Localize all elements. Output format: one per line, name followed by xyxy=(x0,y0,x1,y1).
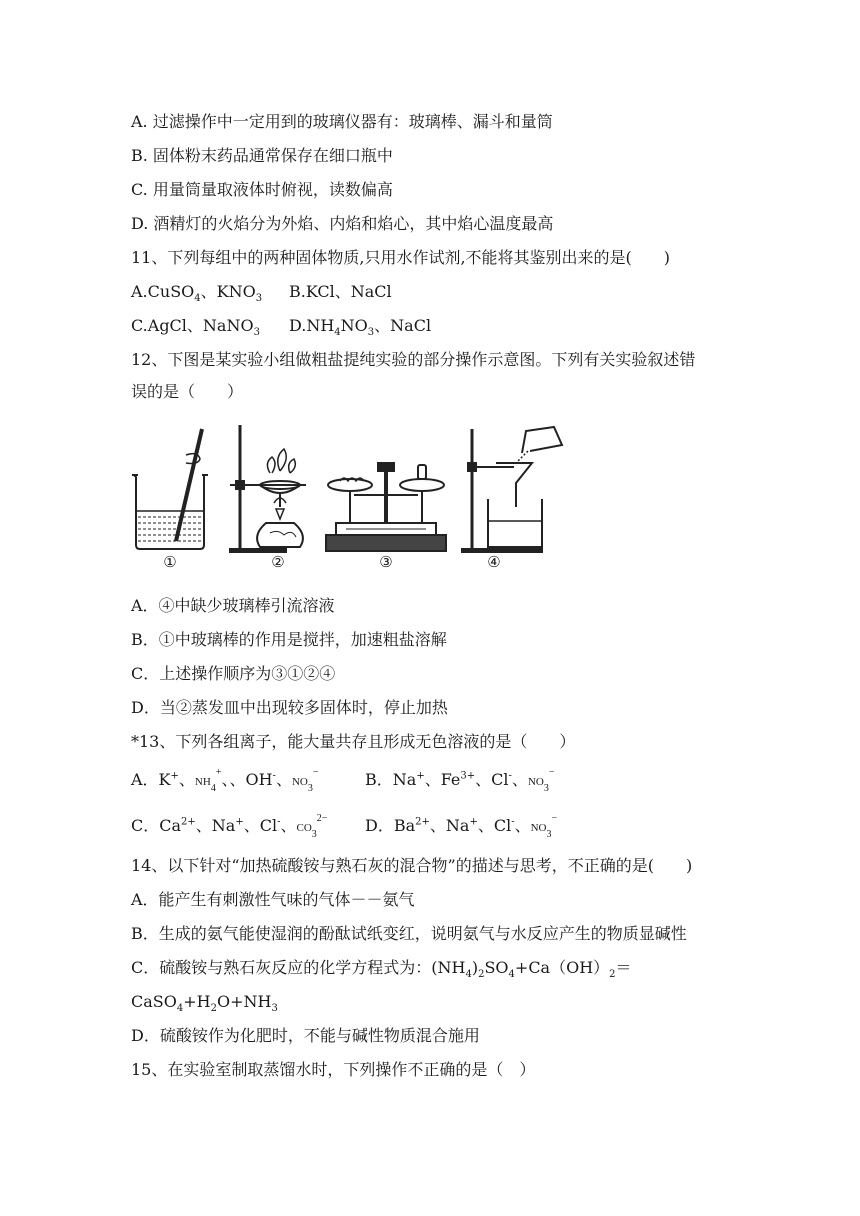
q13-option-a: A．K+、$NH_4^+$、、OH-、$NO_3^-$ xyxy=(131,767,319,795)
q14-stem: 14、以下针对“加热硫酸铵与熟石灰的混合物”的描述与思考，不正确的是( ) xyxy=(131,856,693,875)
q13-stem: *13、下列各组离子，能大量共存且形成无色溶液的是（ ） xyxy=(131,732,576,751)
apparatus-illustration xyxy=(130,423,570,553)
balance-apparatus xyxy=(326,463,446,551)
q13-options-row2 xyxy=(131,813,558,841)
q13-options-row1 xyxy=(131,767,555,795)
q13-option-b: B．Na+、$Fe^{3+}$、Cl-、$NO_3^-$ xyxy=(365,767,555,795)
q10-option-a: A. 过滤操作中一定用到的玻璃仪器有：玻璃棒、漏斗和量筒 xyxy=(131,112,553,131)
q14-option-d: D．硫酸铵作为化肥时，不能与碱性物质混合施用 xyxy=(131,1026,480,1045)
carbonate-ion: $CO_3^{2-}$ xyxy=(296,813,328,841)
figure-label-3: ③ xyxy=(379,553,393,571)
q10-option-d: D. 酒精灯的火焰分为外焰、内焰和焰心，其中焰心温度最高 xyxy=(131,214,554,233)
q12-option-a: A．④中缺少玻璃棒引流溶液 xyxy=(131,596,335,615)
q11-options-row2 xyxy=(131,316,432,339)
q10-option-c: C. 用量筒量取液体时俯视，读数偏高 xyxy=(131,180,393,199)
nitrate-ion: $NO_3^-$ xyxy=(291,767,319,795)
q12-option-b: B．①中玻璃棒的作用是搅拌，加速粗盐溶解 xyxy=(131,630,447,649)
q12-option-d: D．当②蒸发皿中出现较多固体时，停止加热 xyxy=(131,698,448,717)
ammonium-ion: $NH_4^+$ xyxy=(194,767,222,795)
q13-option-d: D．$Ba^{2+}$、Na+、Cl-、$NO_3^-$ xyxy=(365,813,558,841)
q11-option-d: $D.NH_4NO_3$、NaCl xyxy=(289,316,432,339)
q11-option-b: B.KCl、NaCl xyxy=(289,282,392,301)
evaporation-apparatus xyxy=(230,425,306,553)
q13-option-c: C．$Ca^{2+}$、Na+、Cl-、$CO_3^{2-}$ xyxy=(131,813,328,841)
q11-stem: 11、下列每组中的两种固体物质,只用水作试剂,不能将其鉴别出来的是( ) xyxy=(131,248,671,267)
figure-label-1: ① xyxy=(163,553,177,571)
nitrate-ion: $NO_3^-$ xyxy=(527,767,555,795)
q10-option-b: B. 固体粉末药品通常保存在细口瓶中 xyxy=(131,146,393,165)
q11-option-a: A.CuSO$_4$、$KNO_3$ xyxy=(131,282,263,305)
q12-option-c: C．上述操作顺序为③①②④ xyxy=(131,664,336,683)
filtration-apparatus xyxy=(462,427,562,553)
q14-option-c-line1: C．硫酸铵与熟石灰反应的化学方程式为：$(NH_4)_2SO_4+Ca(OH)_2=$ xyxy=(131,958,632,981)
q12-stem-line1: 12、下图是某实验小组做粗盐提纯实验的部分操作示意图。下列有关实验叙述错 xyxy=(131,350,696,369)
q11-option-c: C.AgCl、NaNO$_3$ xyxy=(131,316,260,339)
q14-option-b: B．生成的氨气能使湿润的酚酞试纸变红，说明氨气与水反应产生的物质显碱性 xyxy=(131,924,687,943)
q15-stem: 15、在实验室制取蒸馏水时，下列操作不正确的是（ ） xyxy=(131,1060,536,1079)
beaker-stirring-apparatus xyxy=(132,429,208,549)
q14-option-a: A．能产生有刺激性气味的气体－－氨气 xyxy=(131,890,415,909)
q14-option-c-line2: $CaSO_4+H_2O+NH_3$ xyxy=(131,992,278,1015)
q12-stem-line2: 误的是（ ） xyxy=(131,382,244,401)
salt-purification-figure xyxy=(130,423,570,575)
nitrate-ion: $NO_3^-$ xyxy=(530,813,558,841)
figure-label-2: ② xyxy=(271,553,285,571)
q11-options-row1 xyxy=(131,282,392,305)
figure-label-4: ④ xyxy=(487,553,501,571)
